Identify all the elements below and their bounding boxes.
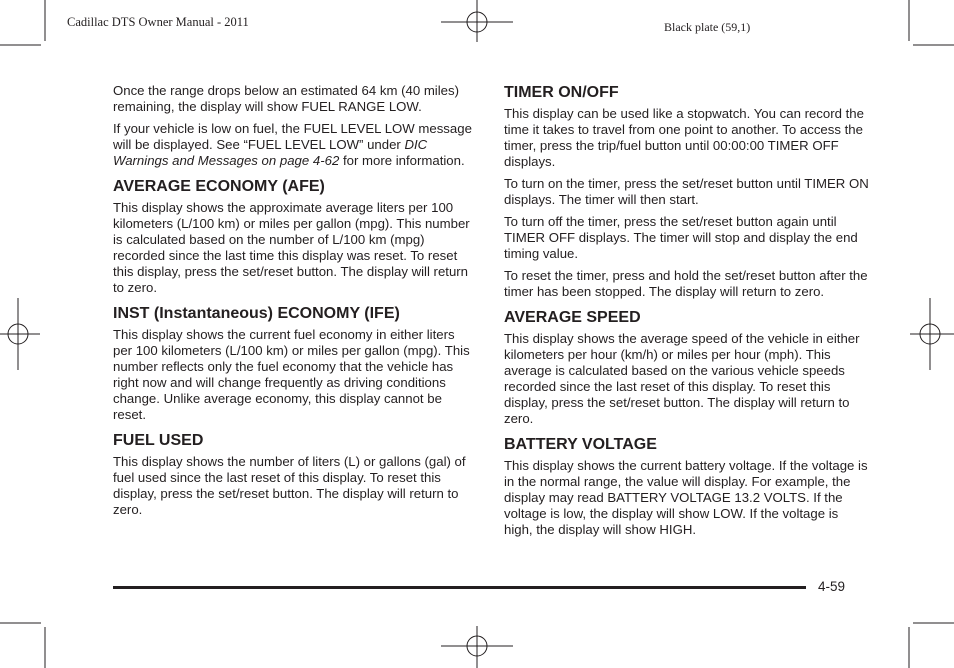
footer-rule: [113, 586, 806, 589]
heading-fuel-used: FUEL USED: [113, 432, 204, 449]
heading-timer: TIMER ON/OFF: [504, 84, 619, 101]
registration-mark-top: [441, 0, 513, 42]
heading-average-speed: AVERAGE SPEED: [504, 309, 641, 326]
heading-battery-voltage: BATTERY VOLTAGE: [504, 436, 657, 453]
timer-paragraph-1: This display can be used like a stopwatch. You can record the time it takes to travel from one point to another. To access the timer, press the trip/fuel button until 00:00:00 TIMER OFF displays.: [504, 106, 864, 169]
average-economy-paragraph: This display shows the approximate average liters per 100 kilometers (L/100 km) or miles per gallon (mpg). This number is calculated based on the number of L/100 km (mpg) recorded since the last time this display was reset. To reset this display, press the set/reset button. The display will return to zero.: [113, 200, 470, 295]
header-manual-title: Cadillac DTS Owner Manual - 2011: [67, 15, 249, 29]
left-column: [113, 83, 475, 524]
fuel-level-low-tail: for more information.: [339, 153, 465, 168]
heading-average-economy: AVERAGE ECONOMY (AFE): [113, 178, 325, 195]
timer-paragraph-2: To turn on the timer, press the set/reset button until TIMER ON displays. The timer will then start.: [504, 176, 869, 207]
page-number: 4-59: [818, 579, 846, 594]
fuel-level-low-text: If your vehicle is low on fuel, the FUEL LEVEL LOW message will be displayed. See “FUEL LEVEL LOW” under: [113, 121, 472, 152]
fuel-used-paragraph: This display shows the number of liters (L) or gallons (gal) of fuel used since the last reset of this display. To reset this display, press the set/reset button. The display will return to zero.: [113, 454, 466, 517]
battery-voltage-paragraph: This display shows the current battery voltage. If the voltage is in the normal range, the value will display. For example, the display may read BATTERY VOLTAGE 13.2 VOLTS. If the voltage is low, the display will show LOW. If the voltage is high, the display will show HIGH.: [504, 458, 868, 537]
instant-economy-paragraph: This display shows the current fuel economy in either liters per 100 kilometers (L/100 km) or miles per gallon (mpg). This number reflects only the fuel economy that the vehicle has right now and will change frequently as driving conditions change. Unlike average economy, this display cannot be reset.: [113, 327, 470, 422]
timer-paragraph-3: To turn off the timer, press the set/reset button again until TIMER OFF displays. The timer will stop and display the end timing value.: [504, 214, 858, 261]
right-column: [504, 83, 870, 544]
registration-mark-left: [0, 298, 40, 370]
average-speed-paragraph: This display shows the average speed of the vehicle in either kilometers per hour (km/h) or miles per hour (mph). This average is calculated based on the various vehicle speeds recorded since the last reset of this display. To reset this display, press the set/reset button. The display will return to zero.: [504, 331, 860, 426]
header-plate-label: Black plate (59,1): [664, 20, 751, 34]
registration-mark-bottom: [441, 626, 513, 668]
heading-instant-economy: INST (Instantaneous) ECONOMY (IFE): [113, 305, 400, 322]
fuel-range-paragraph: Once the range drops below an estimated 64 km (40 miles) remaining, the display will show FUEL RANGE LOW.: [113, 83, 459, 114]
registration-mark-right: [910, 298, 954, 370]
timer-paragraph-4: To reset the timer, press and hold the set/reset button after the timer has been stopped. The display will return to zero.: [504, 268, 868, 299]
fuel-level-low-paragraph: [113, 121, 475, 169]
dic-warnings-link[interactable]: DIC Warnings and Messages on page 4-62: [113, 137, 428, 168]
